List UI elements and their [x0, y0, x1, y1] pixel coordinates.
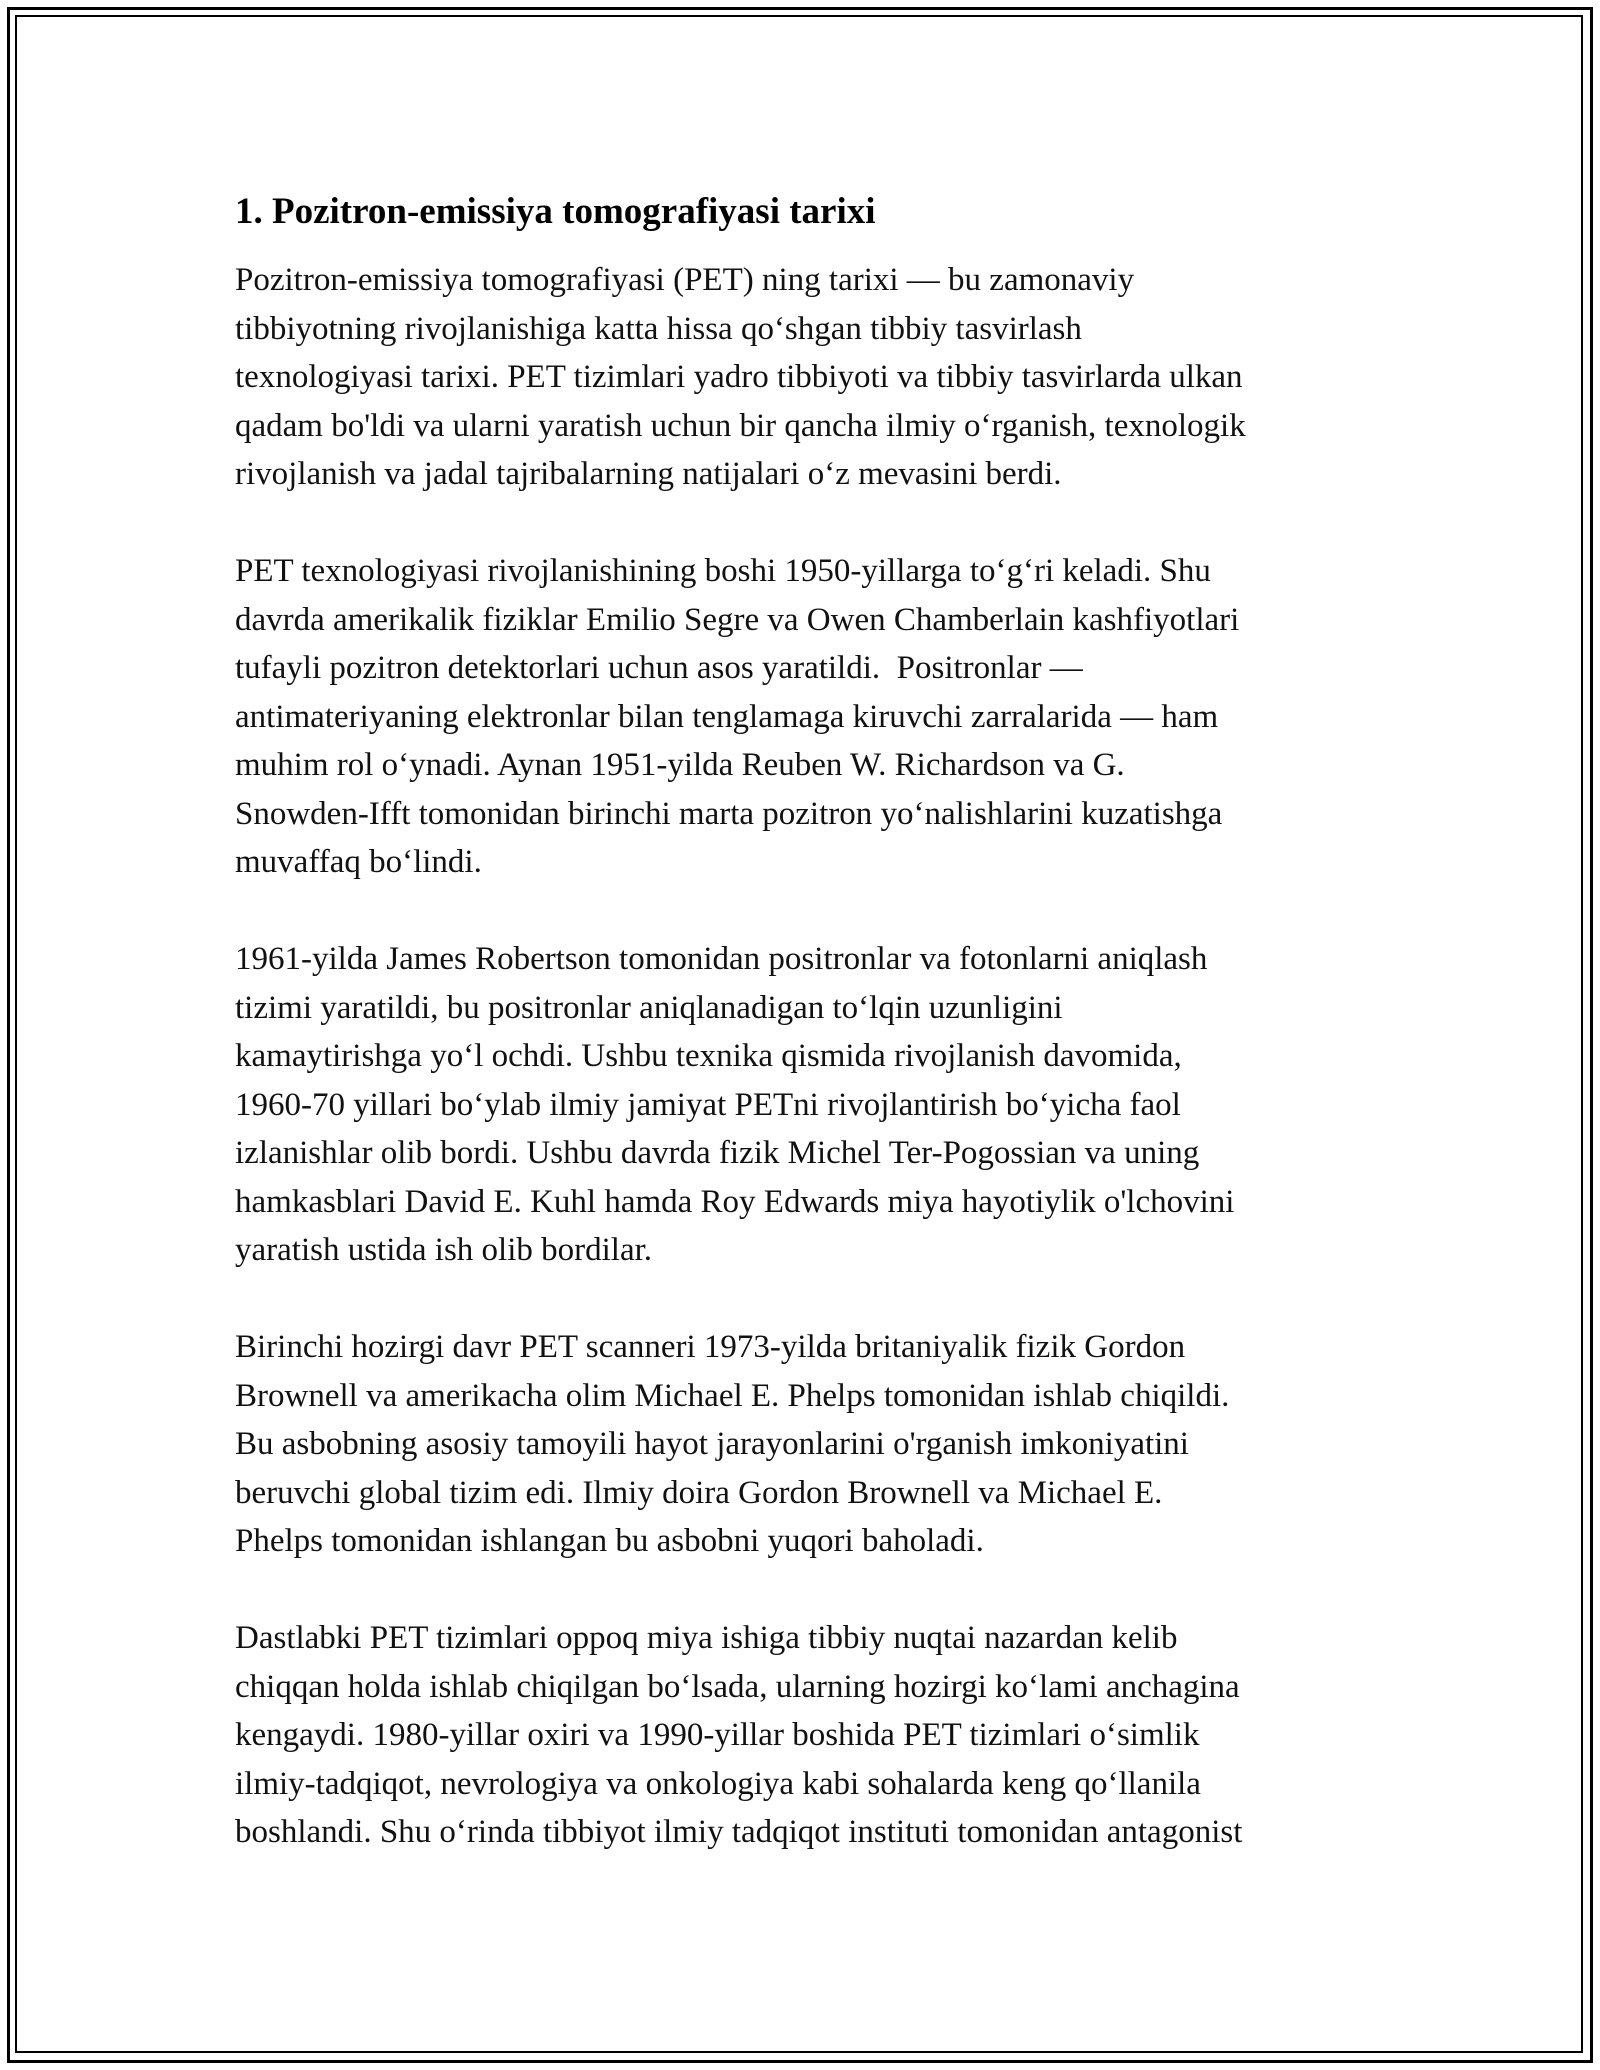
paragraph-4 — [235, 1323, 1365, 1566]
text-line: Phelps tomonidan ishlangan bu asbobni yuqori baholadi. — [235, 1523, 984, 1559]
text-line: Dastlabki PET tizimlari oppoq miya ishiga tibbiy nuqtai nazardan kelib — [235, 1620, 1178, 1656]
text-line: qadam bo'ldi va ularni yaratish uchun bir qancha ilmiy o‘rganish, texnologik — [235, 407, 1246, 444]
text-line: izlanishlar olib bordi. Ushbu davrda fizik Michel Ter-Pogossian va uning — [235, 1135, 1200, 1171]
text-line: tizimi yaratildi, bu positronlar aniqlanadigan to‘lqin uzunligini — [235, 989, 1063, 1026]
text-line: Bu asbobning asosiy tamoyili hayot jarayonlarini o'rganish imkoniyatini — [235, 1426, 1189, 1462]
text-line: Snowden-Ifft tomonidan birinchi marta pozitron yo‘nalishlarini kuzatishga — [235, 795, 1223, 832]
text-line: ilmiy-tadqiqot, nevrologiya va onkologiya kabi sohalarda keng qo‘llanila — [235, 1765, 1201, 1802]
text-line: boshlandi. Shu o‘rinda tibbiyot ilmiy tadqiqot instituti tomonidan antagonist — [235, 1814, 1243, 1850]
text-line: Brownell va amerikacha olim Michael E. Phelps tomonidan ishlab chiqildi. — [235, 1377, 1230, 1414]
text-line: muvaffaq bo‘lindi. — [235, 844, 482, 880]
text-line: beruvchi global tizim edi. Ilmiy doira Gordon Brownell va Michael E. — [235, 1474, 1163, 1511]
text-line: antimateriyaning elektronlar bilan tenglamaga kiruvchi zarralarida — ham — [235, 698, 1219, 735]
text-line: 1960-70 yillari bo‘ylab ilmiy jamiyat PETni rivojlantirish bo‘yicha faol — [235, 1086, 1181, 1123]
text-line: davrda amerikalik fiziklar Emilio Segre va Owen Chamberlain kashfiyotlari — [235, 601, 1240, 638]
text-line: 1961-yilda James Robertson tomonidan positronlar va fotonlarni aniqlash — [235, 941, 1208, 977]
text-line: Birinchi hozirgi davr PET scanneri 1973-yilda britaniyalik fizik Gordon — [235, 1329, 1186, 1365]
text-line: yaratish ustida ish olib bordilar. — [235, 1232, 653, 1268]
paragraph-1 — [235, 256, 1365, 499]
paragraph-2 — [235, 547, 1365, 887]
text-line: PET texnologiyasi rivojlanishining boshi 1950-yillarga to‘g‘ri keladi. Shu — [235, 553, 1211, 589]
text-line: rivojlanish va jadal tajribalarning natijalari o‘z mevasini berdi. — [235, 456, 1062, 492]
text-line: tufayli pozitron detektorlari uchun asos yaratildi. Positronlar — — [235, 650, 1083, 686]
text-line: tibbiyotning rivojlanishiga katta hissa qo‘shgan tibbiy tasvirlash — [235, 310, 1082, 347]
text-line: Pozitron-emissiya tomografiyasi (PET) ning tarixi — bu zamonaviy — [235, 262, 1135, 298]
paragraph-5 — [235, 1614, 1365, 1857]
paragraph-container — [235, 256, 1365, 1857]
text-line: kamaytirishga yo‘l ochdi. Ushbu texnika qismida rivojlanish davomida, — [235, 1038, 1182, 1074]
text-line: kengaydi. 1980-yillar oxiri va 1990-yillar boshida PET tizimlari o‘simlik — [235, 1717, 1200, 1753]
text-line: texnologiyasi tarixi. PET tizimlari yadro tibbiyoti va tibbiy tasvirlarda ulkan — [235, 359, 1243, 395]
section-heading: 1. Pozitron-emissiya tomografiyasi tarixi — [235, 191, 876, 232]
paragraph-3 — [235, 935, 1365, 1275]
text-line: muhim rol o‘ynadi. Aynan 1951-yilda Reuben W. Richardson va G. — [235, 747, 1125, 783]
document-body — [235, 188, 1365, 1905]
text-line: hamkasblari David E. Kuhl hamda Roy Edwards miya hayotiylik o'lchovini — [235, 1183, 1235, 1220]
text-line: chiqqan holda ishlab chiqilgan bo‘lsada, ularning hozirgi ko‘lami anchagina — [235, 1668, 1240, 1705]
